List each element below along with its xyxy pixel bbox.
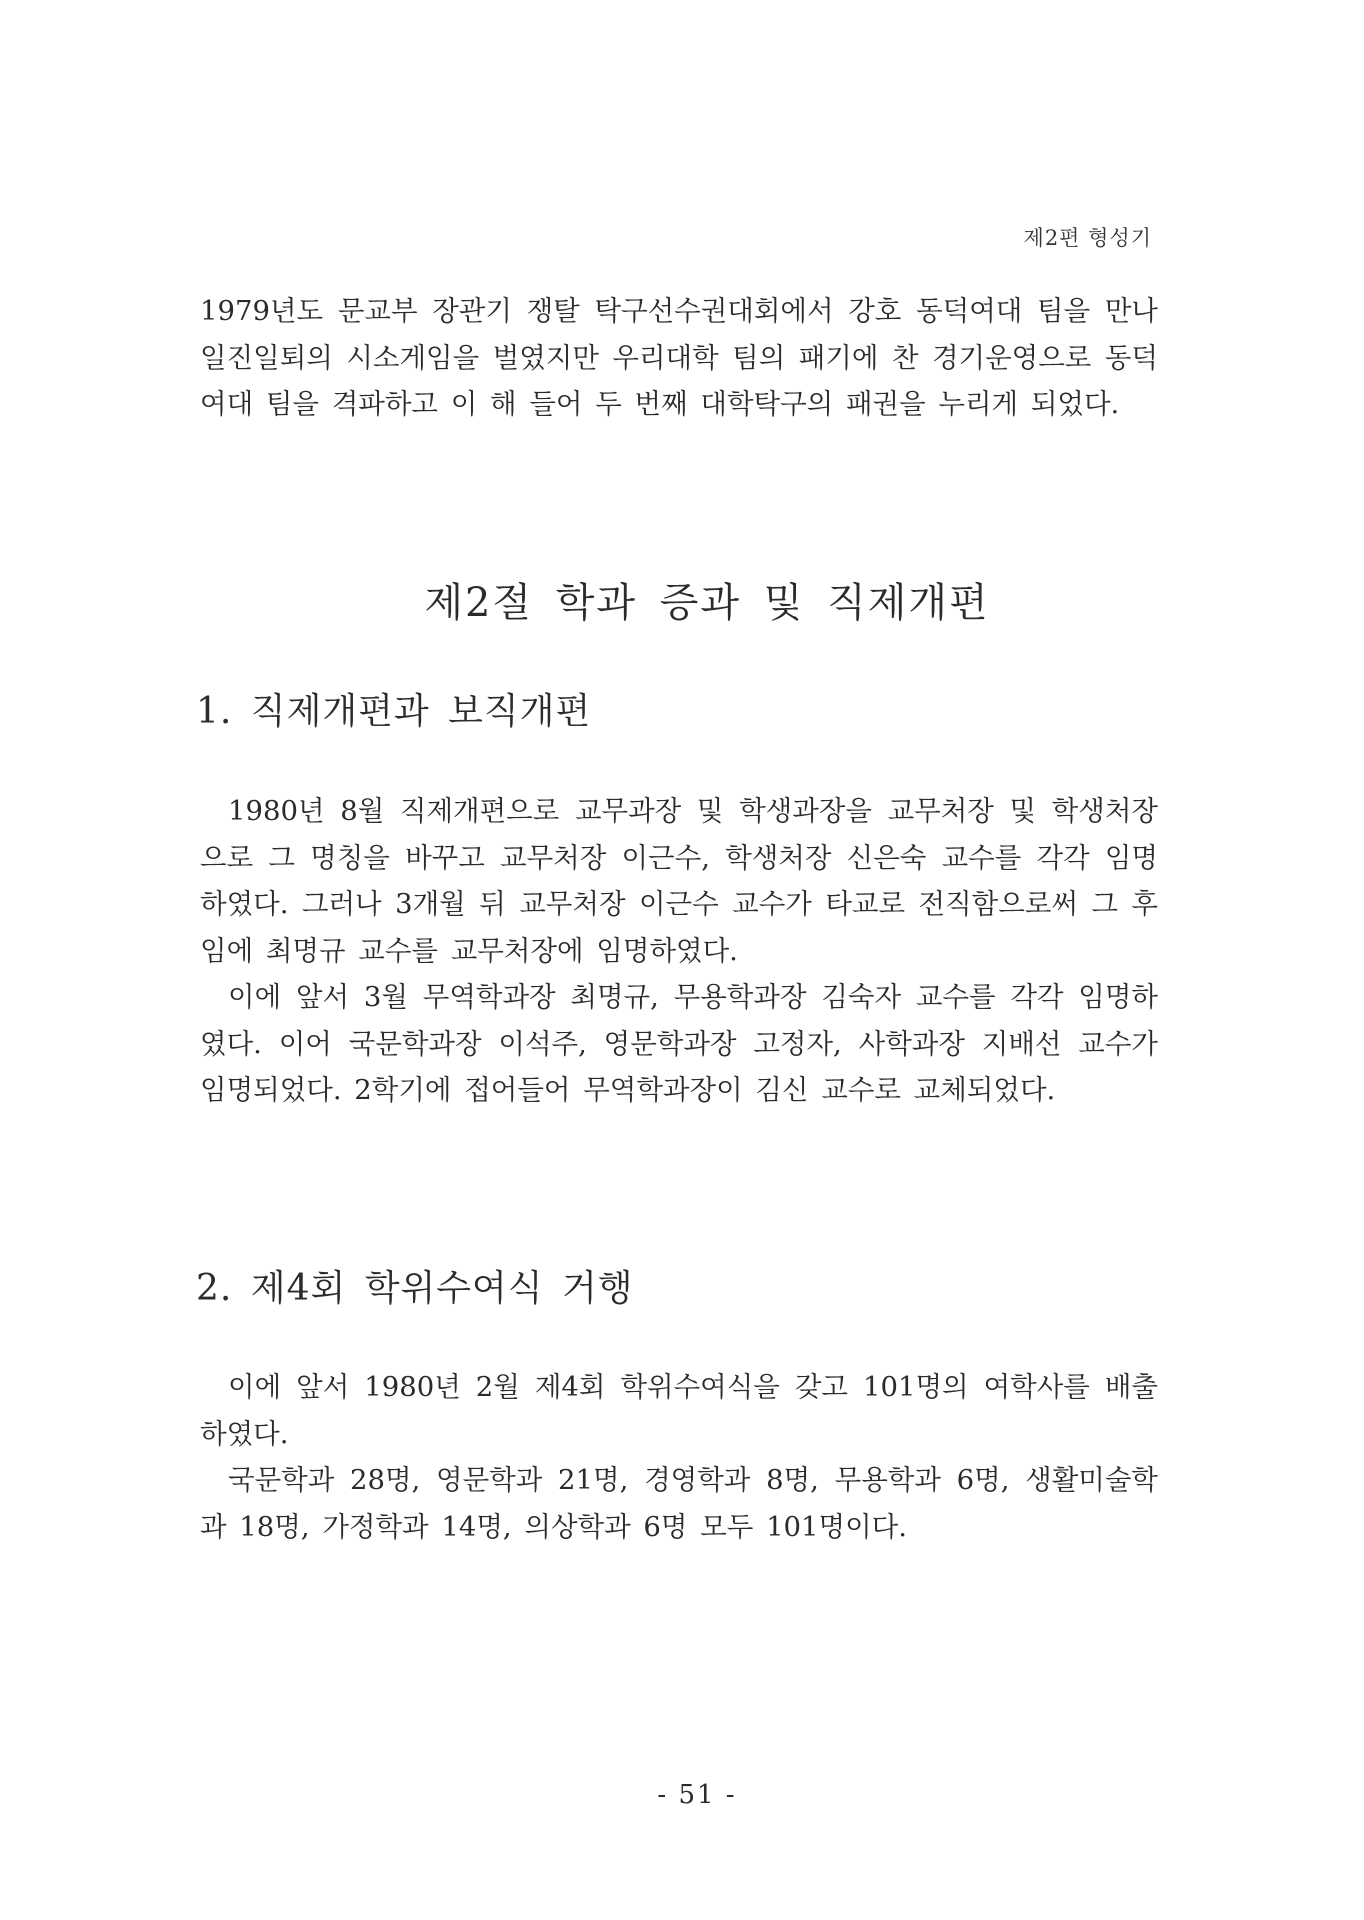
- page-number: - 51 -: [657, 1780, 737, 1810]
- subsection-body-2: [200, 1364, 1158, 1550]
- paragraph: 이에 앞서 1980년 2월 제4회 학위수여식을 갖고 101명의 여학사를 배출하였다.: [200, 1371, 1158, 1450]
- paragraph: 1980년 8월 직제개편으로 교무과장 및 학생과장을 교무처장 및 학생처장으로 그 명칭을 바꾸고 교무처장 이근수, 학생처장 신은숙 교수를 각각 임명하였다. 그러나 3개월 뒤 교무처장 이근수 교수가 타교로 전직함으로써 그 후임에 최명규 교수를 교무처장에 임명하였다.: [200, 795, 1158, 967]
- paragraph: 이에 앞서 3월 무역학과장 최명규, 무용학과장 김숙자 교수를 각각 임명하였다. 이어 국문학과장 이석주, 영문학과장 고정자, 사학과장 지배선 교수가 임명되었다. 2학기에 접어들어 무역학과장이 김신 교수로 교체되었다.: [200, 981, 1158, 1106]
- subsection-title-2: 2. 제4회 학위수여식 거행: [196, 1268, 634, 1309]
- subsection-body-1: [200, 788, 1158, 1114]
- paragraph: 국문학과 28명, 영문학과 21명, 경영학과 8명, 무용학과 6명, 생활미술학과 18명, 가정학과 14명, 의상학과 6명 모두 101명이다.: [200, 1464, 1158, 1543]
- subsection-title-1: 1. 직제개편과 보직개편: [196, 691, 592, 732]
- intro-paragraph: 1979년도 문교부 장관기 쟁탈 탁구선수권대회에서 강호 동덕여대 팀을 만나 일진일퇴의 시소게임을 벌였지만 우리대학 팀의 패기에 찬 경기운영으로 동덕여대 팀을 격파하고 이 해 들어 두 번째 대학탁구의 패권을 누리게 되었다.: [200, 295, 1158, 420]
- running-header: 제2편 형성기: [1023, 226, 1152, 250]
- section-title: 제2절 학과 증과 및 직제개편: [424, 580, 990, 626]
